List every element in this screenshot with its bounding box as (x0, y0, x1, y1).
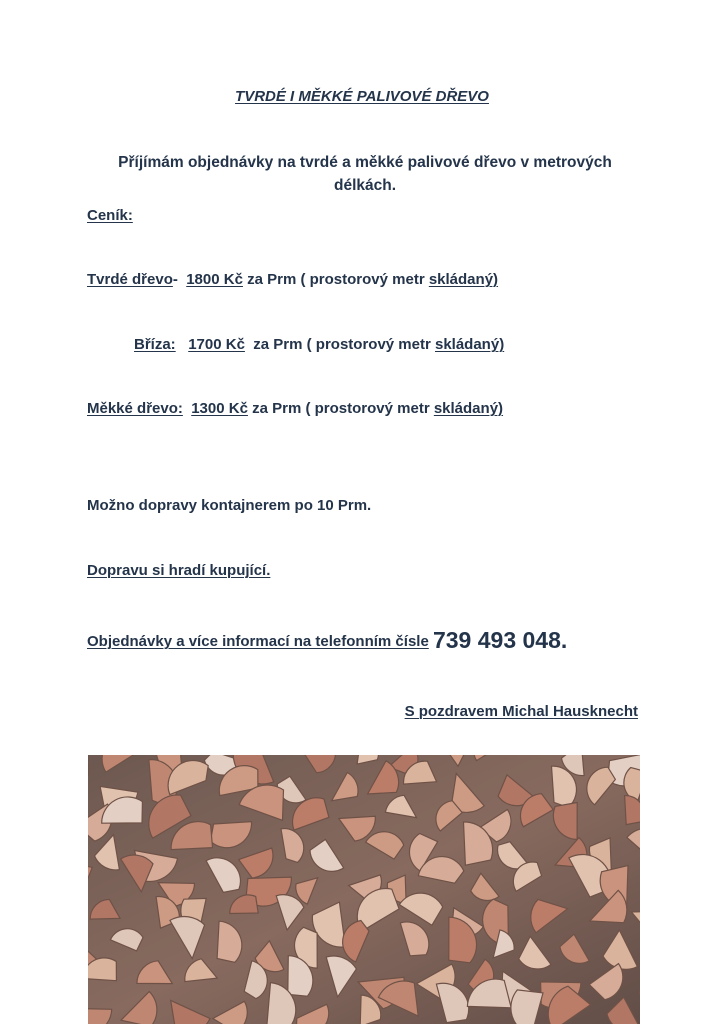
price-row-name: Měkké dřevo: (87, 400, 183, 417)
signature: S pozdravem Michal Hausknecht (404, 703, 638, 720)
page-title: TVRDÉ I MĚKKÉ PALIVOVÉ DŘEVO (235, 88, 489, 105)
contact-line (87, 627, 567, 654)
price-row-unit: za Prm ( prostorový metr (252, 400, 434, 417)
price-list-heading: Ceník: (87, 207, 133, 224)
firewood-illustration (88, 755, 640, 1024)
price-row-name: Bříza: (134, 336, 176, 353)
firewood-photo (88, 755, 640, 1024)
price-row-birch (134, 336, 504, 353)
price-row-unit-stacked: skládaný) (428, 271, 499, 288)
price-row-price: 1700 Kč (188, 336, 245, 353)
price-row-price: 1800 Kč (186, 271, 243, 288)
contact-text: Objednávky a více informací na telefonním čísle (87, 633, 429, 650)
delivery-paid-note: Dopravu si hradí kupující. (87, 562, 271, 579)
intro-text: Příjímám objednávky na tvrdé a měkké palivové dřevo v metrových délkách. (118, 154, 612, 194)
price-row-price: 1300 Kč (191, 400, 248, 417)
price-row-unit: za Prm ( prostorový metr (253, 336, 435, 353)
price-row-softwood (87, 400, 503, 417)
delivery-note: Možno dopravy kontajnerem po 10 Prm. (87, 497, 372, 514)
price-row-unit: za Prm ( prostorový metr (247, 271, 429, 288)
phone-number: 739 493 048. (432, 627, 568, 653)
photo-tint (88, 755, 640, 1024)
price-row-name: Tvrdé dřevo (87, 271, 173, 288)
price-row-unit-stacked: skládaný) (434, 336, 505, 353)
price-row-hardwood (87, 271, 498, 288)
price-row-unit-stacked: skládaný) (433, 400, 504, 417)
price-row-separator: - (172, 271, 178, 288)
